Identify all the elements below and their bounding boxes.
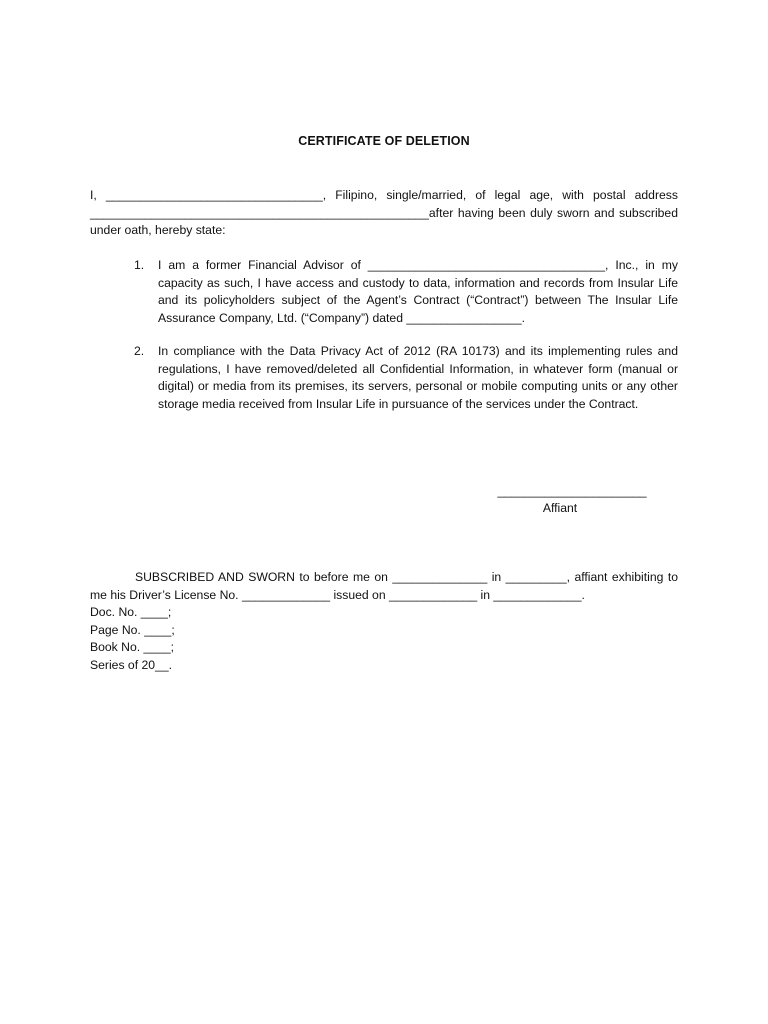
page-number: Page No. ____;	[90, 622, 175, 637]
list-item	[134, 343, 678, 413]
intro-paragraph: I, ________________________________, Filipino, single/married, of legal age, with postal address __________________________________________________after having been duly sworn and subscribed under oath, hereby state:	[90, 188, 678, 238]
jurat-paragraph: SUBSCRIBED AND SWORN to before me on ______________ in _________, affiant exhibiting to me his Driver’s License No. _____________ issued on _____________ in _____________.	[90, 570, 678, 602]
notarial-register-block	[90, 604, 390, 674]
list-item-number: 2.	[134, 344, 145, 358]
book-number: Book No. ____;	[90, 640, 175, 655]
list-item-text: In compliance with the Data Privacy Act of 2012 (RA 10173) and its implementing rules and regulations, I have removed/deleted all Confidential Information, in whatever form (manual or digital) or media from its premises, its servers, personal or mobile computing units or any other storage media received from Insular Life in pursuance of the services under the Contract.	[158, 344, 678, 411]
document-title: CERTIFICATE OF DELETION	[298, 134, 470, 148]
list-item-number: 1.	[134, 258, 145, 272]
affiant-signature-line: ______________________	[497, 484, 647, 498]
doc-number: Doc. No. ____;	[90, 605, 172, 619]
affiant-label: Affiant	[542, 501, 578, 515]
series-year: Series of 20__.	[90, 657, 172, 672]
list-item-text: I am a former Financial Advisor of ___________________________________, Inc., in my capacity as such, I have access and custody to data, information and records from Insular Life and its policyholders subject of the Agent’s Contract (“Contract”) between The Insular Life Assurance Company, Ltd. (“Company”) dated _________________.	[158, 258, 678, 325]
list-item	[134, 257, 678, 327]
